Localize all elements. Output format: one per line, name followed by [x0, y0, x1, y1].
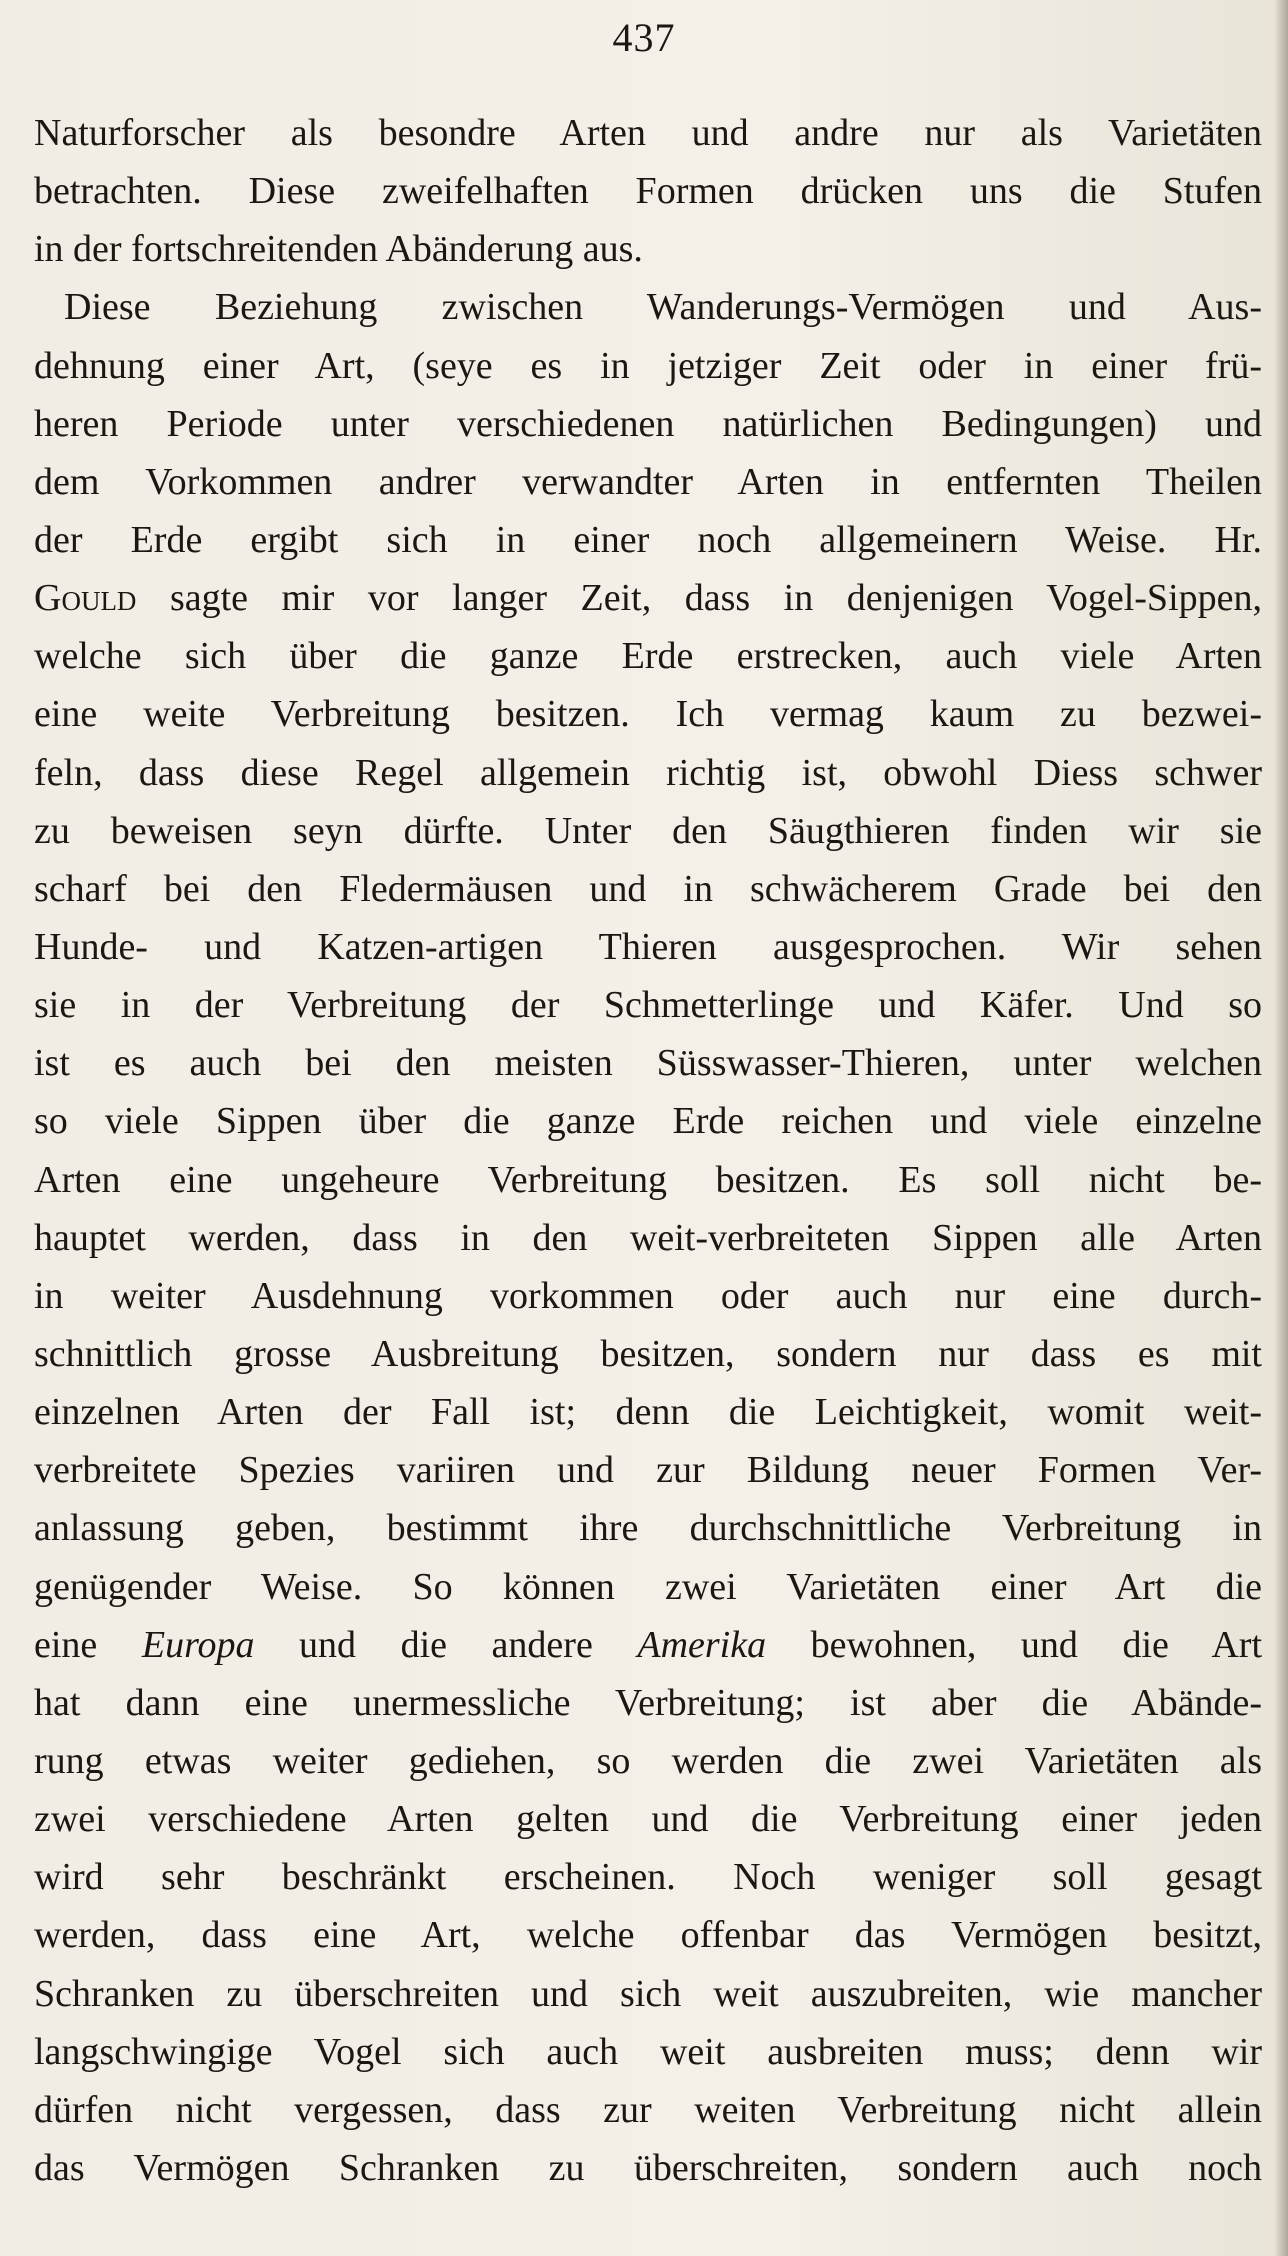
paragraph-start-line: Diese Beziehung zwischen Wanderungs-Vermögen und Aus- [64, 286, 1262, 329]
place-amerika: Amerika [637, 1623, 767, 1666]
text-line: in der fortschreitenden Abänderung aus. [34, 228, 643, 271]
text-line: betrachten. Diese zweifelhaften Formen drücken uns die Stufen [34, 170, 1262, 213]
text-line: dürfen nicht vergessen, dass zur weiten Verbreitung nicht allein [34, 2088, 1262, 2131]
text-line: zwei verschiedene Arten gelten und die Verbreitung einer jeden [34, 1798, 1262, 1841]
text-line: eine weite Verbreitung besitzen. Ich vermag kaum zu bezwei- [34, 693, 1262, 736]
text-line: hauptet werden, dass in den weit-verbreiteten Sippen alle Arten [34, 1216, 1262, 1259]
text-line: wird sehr beschränkt erscheinen. Noch weniger soll gesagt [34, 1856, 1262, 1899]
page-number: 437 [612, 15, 676, 60]
text-line: Hunde- und Katzen-artigen Thieren ausgesprochen. Wir sehen [34, 925, 1262, 968]
text-line: Gould sagte mir vor langer Zeit, dass in denjenigen Vogel-Sippen, [34, 577, 1262, 620]
text-line: feln, dass diese Regel allgemein richtig ist, obwohl Diess schwer [34, 751, 1262, 794]
text-line: in weiter Ausdehnung vorkommen oder auch nur eine durch- [34, 1274, 1262, 1317]
text-line: der Erde ergibt sich in einer noch allgemeinern Weise. Hr. [34, 518, 1262, 561]
text-line: so viele Sippen über die ganze Erde reichen und viele einzelne [34, 1100, 1262, 1143]
text-line: scharf bei den Fledermäusen und in schwächerem Grade bei den [34, 867, 1262, 910]
text-line: hat dann eine unermessliche Verbreitung; ist aber die Abände- [34, 1681, 1262, 1724]
text-line: rung etwas weiter gediehen, so werden die zwei Varietäten als [34, 1739, 1262, 1782]
text-line: dehnung einer Art, (seye es in jetziger Zeit oder in einer frü- [34, 344, 1262, 387]
text-line: eine Europa und die andere Amerika bewohnen, und die Art [34, 1623, 1262, 1666]
text-line: ist es auch bei den meisten Süsswasser-Thieren, unter welchen [34, 1042, 1262, 1085]
body-text [34, 104, 1262, 2197]
text-line: Schranken zu überschreiten und sich weit auszubreiten, wie mancher [34, 1972, 1262, 2015]
text-line: genügender Weise. So können zwei Varietäten einer Art die [34, 1565, 1262, 1608]
text-line: das Vermögen Schranken zu überschreiten, sondern auch noch [34, 2146, 1262, 2189]
text-line: anlassung geben, bestimmt ihre durchschnittliche Verbreitung in [34, 1507, 1262, 1550]
text-line: Arten eine ungeheure Verbreitung besitzen. Es soll nicht be- [34, 1158, 1262, 1201]
text-line: verbreitete Spezies variiren und zur Bildung neuer Formen Ver- [34, 1449, 1262, 1492]
text-line: einzelnen Arten der Fall ist; denn die Leichtigkeit, womit weit- [34, 1391, 1262, 1434]
text-line: langschwingige Vogel sich auch weit ausbreiten muss; denn wir [34, 2030, 1262, 2073]
text-line: schnittlich grosse Ausbreitung besitzen, sondern nur dass es mit [34, 1332, 1262, 1375]
author-name-gould: Gould [34, 577, 137, 620]
text-line: werden, dass eine Art, welche offenbar das Vermögen besitzt, [34, 1914, 1262, 1957]
text-line: dem Vorkommen andrer verwandter Arten in entfernten Theilen [34, 460, 1262, 503]
place-europa: Europa [141, 1623, 255, 1666]
text-line: zu beweisen seyn dürfte. Unter den Säugthieren finden wir sie [34, 809, 1262, 852]
text-line: sie in der Verbreitung der Schmetterlinge und Käfer. Und so [34, 984, 1262, 1027]
text-line: welche sich über die ganze Erde erstrecken, auch viele Arten [34, 635, 1262, 678]
text-line: Naturforscher als besondre Arten und andre nur als Varietäten [34, 112, 1262, 154]
text-line: heren Periode unter verschiedenen natürlichen Bedingungen) und [34, 402, 1262, 445]
page-edge-shadow [1274, 0, 1288, 2256]
